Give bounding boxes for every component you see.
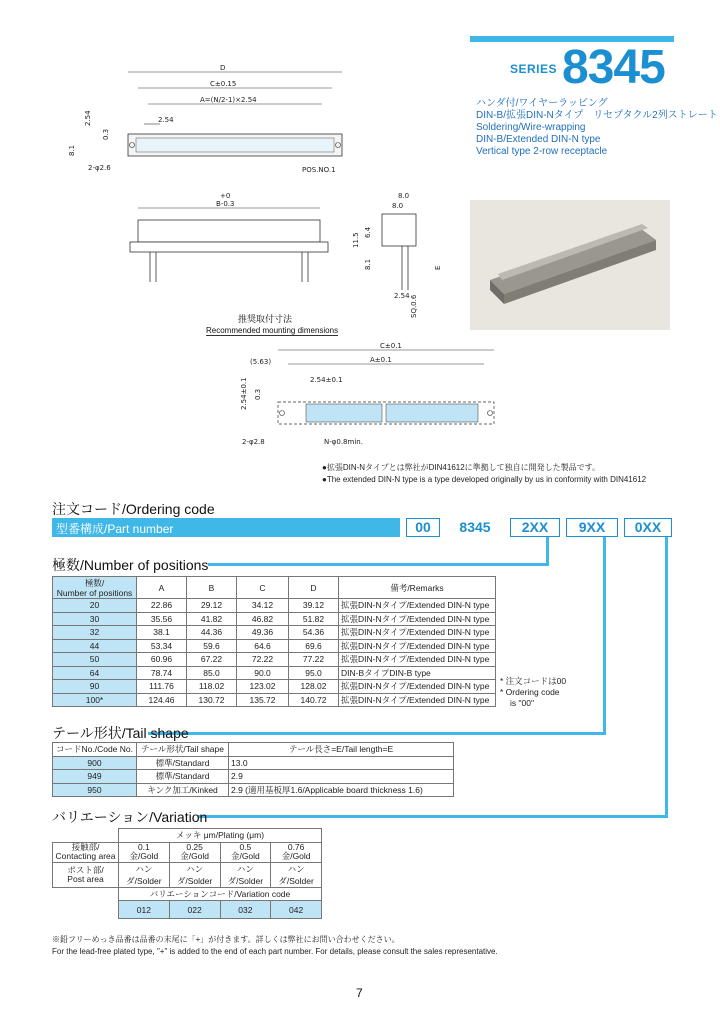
mount-03: 0.3: [254, 388, 262, 400]
tail-connector-v: [603, 537, 606, 735]
contact-value: 0.5 金/Gold: [220, 842, 271, 862]
plating-header: メッキ μm/Plating (μm): [119, 829, 322, 843]
dimension-cell: 111.76: [137, 680, 187, 694]
post-label: ポスト部/ Post area: [53, 862, 119, 887]
col-d: D: [289, 577, 339, 599]
length-cell: 13.0: [229, 756, 454, 770]
table-row: [53, 626, 496, 640]
table-row: [53, 783, 454, 797]
remarks-cell: 拡張DIN-Nタイプ/Extended DIN-N type: [339, 612, 496, 626]
dimension-cell: 38.1: [137, 626, 187, 640]
positions-cell: 64: [53, 666, 137, 680]
code-series: 8345: [446, 518, 504, 537]
positions-cell: 30: [53, 612, 137, 626]
table-row: [53, 693, 496, 707]
dim-b-top: +0: [220, 192, 231, 200]
mount-c: C±0.1: [380, 342, 402, 350]
table-row: [53, 639, 496, 653]
post-value: ハンダ/Solder: [271, 862, 322, 887]
desc-line: Soldering/Wire-wrapping: [476, 122, 586, 133]
side-note-line: is "00": [510, 698, 534, 708]
note-line: ●拡張DIN-Nタイプとは弊社がDIN41612に準拠して独自に開発した製品です。: [322, 463, 601, 472]
tail-table: [52, 742, 454, 797]
positions-title: 極数/Number of positions: [52, 557, 209, 573]
mount-254a: 2.54±0.1: [310, 376, 343, 384]
desc-line: DIN-B/拡張DIN-Nタイプ リセプタクル2列ストレート: [476, 110, 718, 121]
dimension-cell: 123.02: [237, 680, 289, 694]
post-value: ハンダ/Solder: [169, 862, 220, 887]
lead-free-note: [52, 934, 682, 958]
part-number-label: 型番構成/Part number: [52, 518, 400, 537]
positions-side-note: [500, 676, 566, 709]
dimension-cell: 72.22: [237, 653, 289, 667]
note-line: ●The extended DIN-N type is a type developed originally by us in conformity with DIN41612: [322, 475, 647, 484]
pos-no: POS.NO.1: [302, 166, 336, 174]
side-sq: SQ.0.6: [410, 294, 418, 318]
hole-callout: 2-φ2.6: [88, 164, 111, 172]
dim-c: C±0.15: [210, 80, 237, 88]
dimension-cell: 60.96: [137, 653, 187, 667]
mount-pins: N-φ0.8min.: [324, 438, 363, 446]
dimension-cell: 85.0: [187, 666, 237, 680]
desc-line: Vertical type 2-row receptacle: [476, 146, 608, 157]
variation-code: 032: [220, 901, 271, 919]
dim-b: B-0.3: [216, 200, 235, 208]
table-header-row: [53, 743, 454, 757]
dim-254: 2.54: [84, 110, 92, 126]
remarks-cell: 拡張DIN-Nタイプ/Extended DIN-N type: [339, 693, 496, 707]
dimension-cell: 35.56: [137, 612, 187, 626]
connector-illustration: [470, 200, 670, 330]
dimension-cell: 69.6: [289, 639, 339, 653]
page-number: 7: [356, 986, 363, 1000]
dimension-cell: 140.72: [289, 693, 339, 707]
table-row: [53, 770, 454, 784]
table-row: [53, 599, 496, 613]
positions-cell: 44: [53, 639, 137, 653]
lead-free-jp: ※鉛フリーめっき品番は品番の末尾に「+」が付きます。詳しくは弊社にお問い合わせください。: [52, 935, 400, 944]
dimension-cell: 78.74: [137, 666, 187, 680]
table-row: [53, 862, 322, 887]
dimension-cell: 54.36: [289, 626, 339, 640]
col-tail-length: テール長さ=E/Tail length=E: [229, 743, 454, 757]
code-variation: 0XX: [624, 518, 672, 537]
mount-hole: 2-φ2.8: [242, 438, 265, 446]
dimension-cell: 64.6: [237, 639, 289, 653]
dimension-cell: 90.0: [237, 666, 289, 680]
remarks-cell: 拡張DIN-Nタイプ/Extended DIN-N type: [339, 599, 496, 613]
contact-value: 0.76 金/Gold: [271, 842, 322, 862]
dimension-cell: 39.12: [289, 599, 339, 613]
remarks-cell: 拡張DIN-Nタイプ/Extended DIN-N type: [339, 639, 496, 653]
positions-cell: 32: [53, 626, 137, 640]
mount-254b: 2.54±0.1: [240, 377, 248, 410]
table-row: [53, 653, 496, 667]
dimension-cell: 130.72: [187, 693, 237, 707]
table-row: [53, 666, 496, 680]
mount-a: A±0.1: [370, 356, 392, 364]
code-cell: 900: [53, 756, 137, 770]
table-row: [53, 842, 322, 862]
side-81: 8.1: [364, 258, 372, 270]
side-top: 8.0: [398, 192, 410, 200]
col-tail-shape: テール形状/Tail shape: [137, 743, 229, 757]
contact-label: 接触部/ Contacting area: [53, 842, 119, 862]
dimension-cell: 51.82: [289, 612, 339, 626]
side-254: 2.54: [394, 292, 410, 300]
table-row: [53, 680, 496, 694]
code-tail: 9XX: [566, 518, 618, 537]
post-value: ハンダ/Solder: [220, 862, 271, 887]
dimension-cell: 44.36: [187, 626, 237, 640]
code-cell: 949: [53, 770, 137, 784]
remarks-cell: 拡張DIN-Nタイプ/Extended DIN-N type: [339, 626, 496, 640]
top-view-drawing: [60, 60, 360, 180]
dimension-cell: 95.0: [289, 666, 339, 680]
remarks-cell: DIN-BタイプDIN-B type: [339, 666, 496, 680]
side-80: 8.0: [392, 202, 404, 210]
dim-pitch: 2.54: [158, 116, 174, 124]
ordering-title: 注文コード/Ordering code: [52, 501, 215, 517]
series-number: 8345: [562, 41, 665, 94]
col-c: C: [237, 577, 289, 599]
variation-code: 022: [169, 901, 220, 919]
dim-81: 8.1: [68, 144, 76, 156]
dimension-cell: 49.36: [237, 626, 289, 640]
side-e: E: [434, 265, 442, 270]
front-view-drawing: [120, 190, 460, 320]
table-row: [53, 829, 322, 843]
dimension-cell: 59.6: [187, 639, 237, 653]
table-row: [53, 887, 322, 901]
dimension-cell: 128.02: [289, 680, 339, 694]
product-description: [476, 98, 718, 158]
dim-d: D: [220, 64, 226, 72]
desc-line: ハンダ付/ワイヤーラッピング: [476, 98, 608, 109]
table-row: [53, 756, 454, 770]
dimension-cell: 29.12: [187, 599, 237, 613]
desc-line: DIN-B/Extended DIN-N type: [476, 134, 601, 145]
table-row: [53, 612, 496, 626]
col-a: A: [137, 577, 187, 599]
variation-table: [52, 828, 322, 919]
code-prefix: 00: [406, 518, 440, 537]
tail-connector: [148, 732, 606, 735]
contact-value: 0.1 金/Gold: [119, 842, 170, 862]
remarks-cell: 拡張DIN-Nタイプ/Extended DIN-N type: [339, 680, 496, 694]
contact-value: 0.25 金/Gold: [169, 842, 220, 862]
positions-connector: [208, 563, 548, 566]
shape-cell: 標準/Standard: [137, 770, 229, 784]
code-positions: 2XX: [510, 518, 560, 537]
dimension-cell: 22.86: [137, 599, 187, 613]
code-cell: 950: [53, 783, 137, 797]
dimension-cell: 53.34: [137, 639, 187, 653]
positions-cell: 100*: [53, 693, 137, 707]
mount-563: (5.63): [250, 358, 272, 366]
positions-cell: 20: [53, 599, 137, 613]
positions-table: [52, 576, 496, 707]
variation-code: 012: [119, 901, 170, 919]
post-value: ハンダ/Solder: [119, 862, 170, 887]
shape-cell: 標準/Standard: [137, 756, 229, 770]
positions-connector-v: [546, 537, 549, 566]
dimension-cell: 41.82: [187, 612, 237, 626]
notes: [322, 462, 646, 486]
product-photo: [470, 200, 670, 330]
dimension-cell: 124.46: [137, 693, 187, 707]
positions-cell: 50: [53, 653, 137, 667]
side-note-line: * 注文コードは00: [500, 676, 567, 686]
dim-03: 0.3: [102, 128, 110, 140]
side-64: 6.4: [364, 226, 372, 238]
length-cell: 2.9 (適用基板厚1.6/Applicable board thickness 1.6): [229, 783, 454, 797]
col-b: B: [187, 577, 237, 599]
mount-title-jp: 推奨取付寸法: [238, 314, 293, 324]
remarks-cell: 拡張DIN-Nタイプ/Extended DIN-N type: [339, 653, 496, 667]
dimension-cell: 135.72: [237, 693, 289, 707]
variation-title: バリエーション/Variation: [52, 809, 208, 825]
variation-code: 042: [271, 901, 322, 919]
series-label: SERIES: [510, 62, 558, 76]
side-115: 11.5: [352, 232, 360, 248]
mounting-drawing: [230, 340, 520, 460]
length-cell: 2.9: [229, 770, 454, 784]
variation-connector: [198, 815, 668, 818]
table-row: [53, 901, 322, 919]
tail-title: テール形状/Tail shape: [52, 725, 189, 741]
col-positions: 極数/ Number of positions: [53, 577, 137, 599]
lead-free-en: For the lead-free plated type, "+" is added to the end of each part number. For details, please consult the sales representative.: [52, 947, 498, 956]
variation-connector-v: [665, 537, 668, 818]
col-remarks: 備考/Remarks: [339, 577, 496, 599]
dimension-cell: 34.12: [237, 599, 289, 613]
dimension-cell: 77.22: [289, 653, 339, 667]
table-header-row: [53, 577, 496, 599]
shape-cell: キンク加工/Kinked: [137, 783, 229, 797]
col-code: コードNo./Code No.: [53, 743, 137, 757]
positions-cell: 90: [53, 680, 137, 694]
variation-code-header: バリエーションコード/Variation code: [119, 887, 322, 901]
mount-title-en: Recommended mounting dimensions: [206, 326, 339, 335]
dim-a: A=(N/2-1)×2.54: [200, 96, 257, 104]
dimension-cell: 67.22: [187, 653, 237, 667]
side-note-line: * Ordering code: [500, 687, 560, 697]
dimension-cell: 46.82: [237, 612, 289, 626]
dimension-cell: 118.02: [187, 680, 237, 694]
